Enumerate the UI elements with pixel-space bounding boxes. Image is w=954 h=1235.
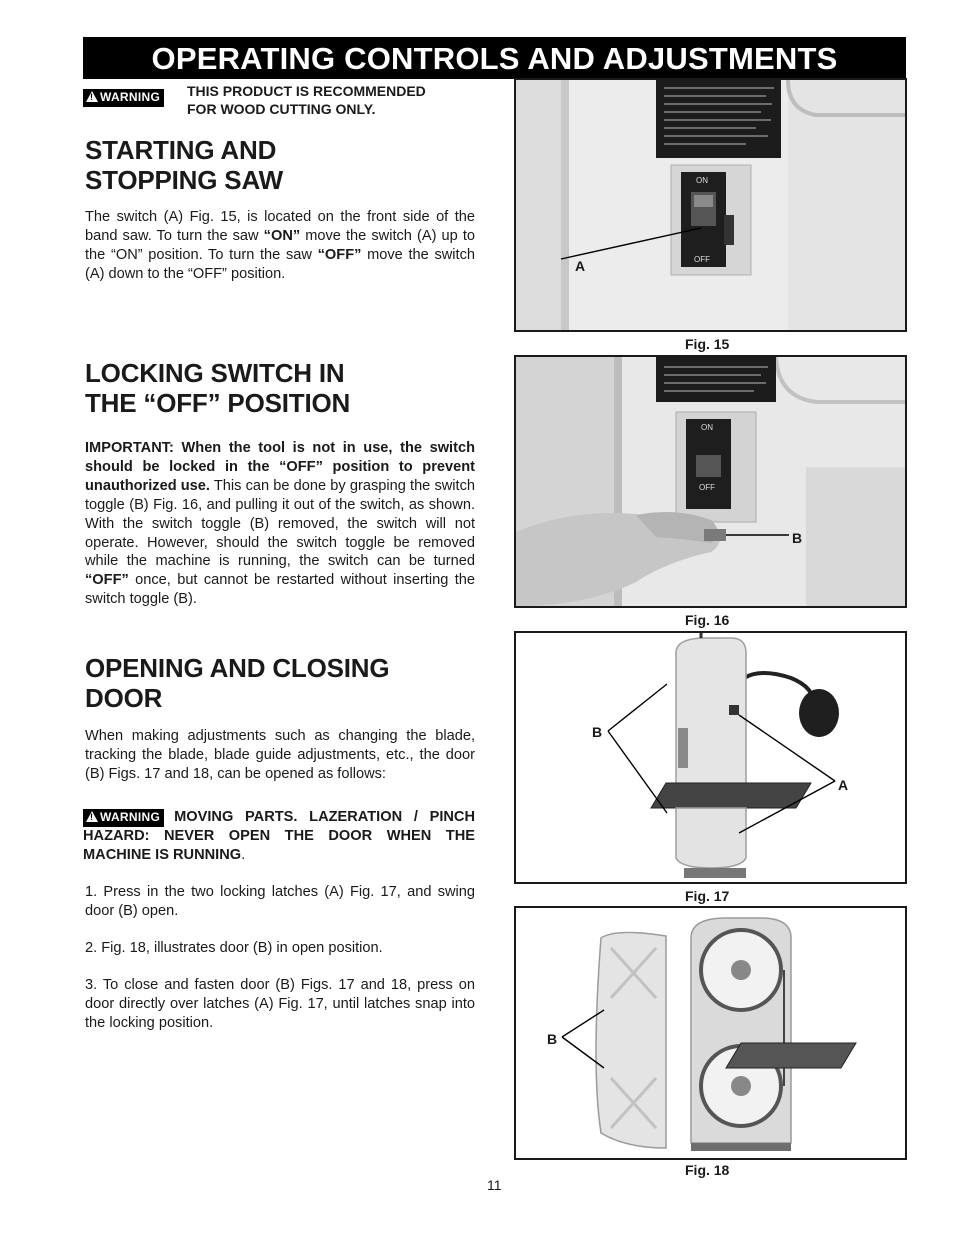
switch-on-label: ON [696,176,708,185]
page-number: 11 [487,1177,502,1193]
text-run-bold: IMPORTANT: When the tool is not in use, the switch should be locked in the “OFF” position to prevent unauthorized use. [85,440,475,494]
warning-triangle-icon [86,91,98,102]
text-run: The switch (A) Fig. 15, is located on the front side of the band saw. To turn the saw [85,209,475,244]
callout-label-b: B [547,1031,558,1047]
switch-off-label: OFF [699,483,715,492]
top-warning-text [187,82,426,118]
warning-badge [83,89,164,107]
text-run-bold: “OFF” [85,572,129,589]
callout-label-b: B [592,724,603,740]
switch-on-label: ON [701,423,713,432]
callout-label-a: A [838,777,849,793]
text-run-bold: “OFF” [317,246,362,263]
text-run-bold: “ON” [263,227,301,244]
figure-17-caption: Fig. 17 [685,888,730,904]
door-warning [83,808,475,865]
figure-18-caption: Fig. 18 [685,1162,730,1178]
text-run: This can be done by grasping the switch toggle (B) Fig. 16, and pulling it out of the switch, as shown. With the switch toggle (B) removed, the switch will not operate. However, should the switch toggle be removed while the machine is running, the switch can be turned [85,477,476,570]
heading-line: LOCKING SWITCH IN [85,358,345,388]
band-saw-open-door-illustration [516,908,905,1158]
figure-16-photo [514,355,907,608]
warning-badge-label: WARNING [100,90,161,104]
step-3: 3. To close and fasten door (B) Figs. 17 and 18, press on door directly over latches (A) Fig. 17, until latches snap into the locking position. [85,977,475,1031]
text-run: once, but cannot be restarted without inserting the switch toggle (B). [85,572,475,608]
figure-18-photo [514,906,907,1160]
band-saw-closed-illustration [516,633,905,882]
text-run: move the switch (A) up to the “ON” position. To turn the saw [85,227,475,263]
door-intro-paragraph: When making adjustments such as changing the blade, tracking the blade, blade guide adjustments, etc., the door (B) Figs. 17 and 18, can be opened as follows: [85,728,475,782]
figure-15-caption: Fig. 15 [685,336,730,352]
section-heading-locking-switch [85,358,350,418]
switch-off-label: OFF [694,255,710,264]
step-2: 2. Fig. 18, illustrates door (B) in open position. [85,940,383,956]
text-run: move the switch (A) down to the “OFF” position. [85,246,475,282]
heading-line: DOOR [85,683,163,713]
locking-switch-paragraph [85,439,475,609]
page-title: OPERATING CONTROLS AND ADJUSTMENTS [83,37,906,79]
heading-line: OPENING AND CLOSING [85,653,390,683]
text-run: . [241,846,246,863]
section-heading-opening-closing-door [85,653,389,713]
figure-16-caption: Fig. 16 [685,612,730,628]
hand-removing-toggle-illustration [516,357,905,606]
warning-badge [83,809,164,827]
section-heading-starting-stopping [85,135,283,195]
warning-text: MOVING PARTS. LAZERATION / PINCH HAZARD: NEVER OPEN THE DOOR WHEN THE MACHINE IS RUNNING [83,809,475,863]
figure-15-photo [514,78,907,332]
callout-label-b: B [792,530,803,546]
heading-line: STOPPING SAW [85,165,283,195]
heading-line: STARTING AND [85,135,277,165]
top-warning-line2: FOR WOOD CUTTING ONLY. [187,101,376,117]
switch-photo-illustration [516,80,905,330]
starting-stopping-paragraph [85,208,475,284]
warning-badge-label: WARNING [100,810,161,824]
callout-label-a: A [575,258,586,274]
figure-17-photo [514,631,907,884]
warning-triangle-icon [86,811,98,822]
heading-line: THE “OFF” POSITION [85,388,351,418]
step-1: 1. Press in the two locking latches (A) Fig. 17, and swing door (B) open. [85,884,475,919]
top-warning-line1: THIS PRODUCT IS RECOMMENDED [187,83,426,99]
